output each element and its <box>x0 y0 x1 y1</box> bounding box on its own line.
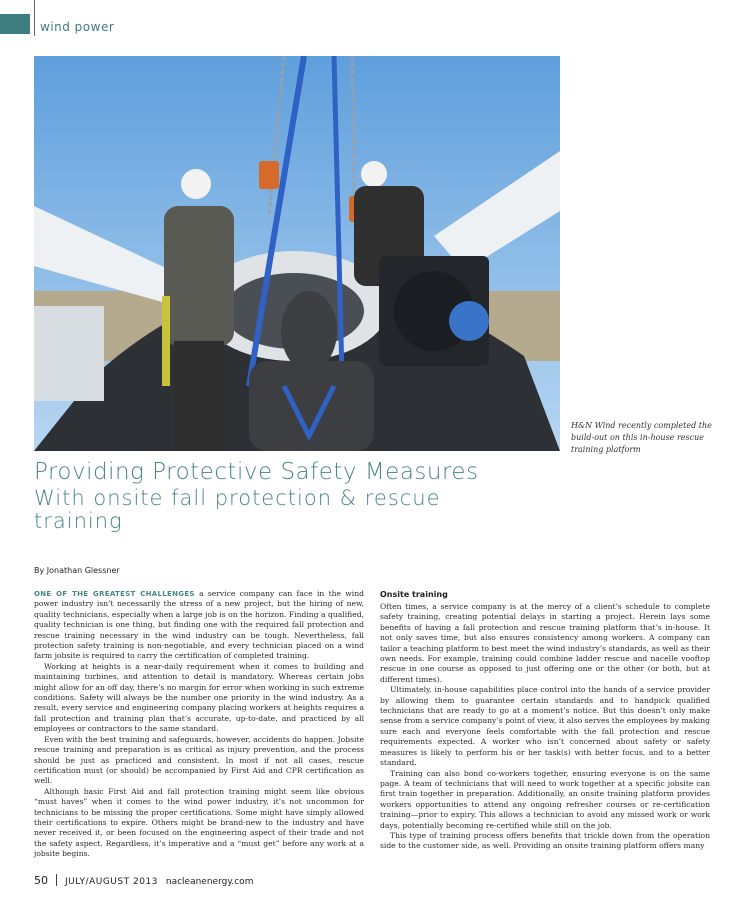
footer-divider <box>56 874 57 886</box>
page-footer <box>34 874 253 887</box>
rescue-training-photo <box>34 56 560 451</box>
section-tab-marker <box>0 14 30 34</box>
section-subhead: Onsite training <box>380 590 448 599</box>
section-label: wind power <box>40 20 115 34</box>
section-divider <box>34 0 35 36</box>
site-url: nacleanenergy.com <box>165 877 254 887</box>
article-paragraph: Often times, a service company is at the mercy of a client’s schedule to complete safety training, creating potential delays in starting a project. Herein lays some benefits of having a fall protection and rescue training platform that’s in-house. It not only saves time, but also ensures consistency among workers. A company can tailor a teaching platform to best meet the wind industry’s standards, as well as their own needs. For example, training could combine ladder rescue and nacelle vooftop rescue in one course as opposed to just offering one or the other (or both, but at different times). <box>380 602 710 684</box>
page-number: 50 <box>34 874 48 887</box>
article-paragraph <box>34 589 364 662</box>
article-column-left <box>34 589 364 860</box>
article-paragraph: Although basic First Aid and fall protection training might seem like obvious “must haves” when it comes to the wind power industry, it’s not uncommon for technicians to be missing the proper certifications. Some might have simply allowed their certifications to expire. Others might be brand-new to the industry and have never received it, or been focused on the engineering aspect of their trade and not the safety aspect. Regardless, it’s imperative and a “must get” before any work at a jobsite begins. <box>34 786 364 859</box>
article-column-right <box>380 589 710 852</box>
article-paragraph: Training can also bond co-workers together, ensuring everyone is on the same page. A team of technicians that will need to work together at a specific jobsite can first train together in preparation. Additionally, an onsite training platform provides workers opportunities to attend any ongoing refresher courses or re-certification training—prior to expiry. This allows a technician to avoid any missed work or work days, potentially becoming re-certified while still on the job. <box>380 768 710 830</box>
article-byline: By Jonathan Glessner <box>34 566 120 575</box>
paragraph-text: a service company can face in the wind power industry isn’t necessarily the stress of a new project, but the hiring of new, quality technicians, especially when a large job is on the horizon. Finding a qualified, quality technician is one thing, but finding one with the required fall protection and rescue training necessary in the wind industry can be tough. Nevertheless, fall protection safety training is non-negotiable, and every technician placed on a wind farm jobsite is required to carry the certification of completed training. <box>34 589 364 661</box>
article-paragraph: Even with the best training and safeguards, however, accidents do happen. Jobsite rescue training and preparation is as critical as injury prevention, and the process should be just as practiced and consistent. In most if not all cases, rescue certification must (or should) be accompanied by First Aid and CPR certification as well. <box>34 734 364 786</box>
article-paragraph: This type of training process offers benefits that trickle down from the operation side to the customer side, as well. Providing an onsite training platform offers many <box>380 830 710 851</box>
photo-caption: H&N Wind recently completed the build-out on this in-house rescue training platform <box>571 421 712 454</box>
article-headline <box>34 460 534 533</box>
issue-date: JULY/AUGUST 2013 <box>65 877 158 887</box>
article-paragraph: Ultimately, in-house capabilities place control into the hands of a service provider by allowing them to guarantee certain standards and to handpick qualified technicians that are ready to go at a moment’s notice. But this doesn’t only make sense from a service company’s point of view, it also serves the employees by making sure each and everyone feels comfortable with the fall protection and rescue requirements expected. A worker who isn’t concerned about safety or safety measures is likely to perform his or her task(s) with better focus, and to a better standard. <box>380 685 710 768</box>
lead-in: ONE OF THE GREATEST CHALLENGES <box>34 590 195 598</box>
article-subtitle: With onsite fall protection & rescue training <box>34 486 441 533</box>
article-title: Providing Protective Safety Measures <box>34 459 479 485</box>
article-paragraph: Working at heights is a near-daily requirement when it comes to building and maintaining turbines, and attention to detail is mandatory. Whereas certain jobs might allow for an off day, there’s no margin for error when working in such extreme conditions. Safety will always be the number one priority in the wind industry. As a result, every service and engineering company placing workers at heights requires a fall protection and training plan that’s accurate, up-to-date, and practiced by all employees or contractors to the same standard. <box>34 661 364 734</box>
